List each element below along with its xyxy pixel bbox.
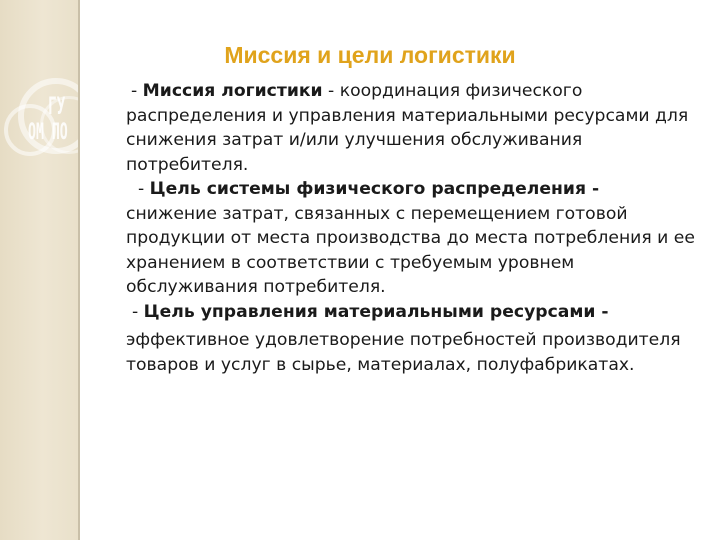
- bullet-prefix: -: [132, 301, 144, 322]
- bullet-term: Цель управления материальными ресурсами -: [143, 301, 609, 322]
- bullet-text: эффективное удовлетворение потребностей производителя товаров и услуг в сырье, материалах, полуфабрикатах.: [126, 330, 681, 375]
- slide-title: Миссия и цели логистики: [224, 42, 516, 68]
- bullet-distribution-goal: [126, 177, 706, 300]
- bullet-dash: -: [322, 81, 340, 101]
- sidebar-divider: [78, 0, 80, 540]
- decorative-sidebar: [0, 0, 78, 540]
- bullet-prefix: -: [131, 81, 143, 101]
- bullet-term: Цель системы физического распределения -: [149, 179, 600, 199]
- bullet-mission: [126, 79, 706, 177]
- bullet-prefix: -: [138, 179, 150, 199]
- bullet-text: координация физического распределения и управления материальными ресурсами для снижения затрат и/или улучшения обслуживания потребителя.: [126, 81, 689, 175]
- bullet-materials-goal: [126, 300, 706, 378]
- bullet-term: Миссия логистики: [142, 81, 323, 101]
- bullet-text: снижение затрат, связанных с перемещением готовой продукции от места производства до места потребления и ее хранением в соответствии с требуемым уровнем обслуживания потребителя.: [126, 203, 695, 297]
- sidebar-watermark-text: ГУ: [48, 92, 66, 120]
- sidebar-watermark-text: ОМ ПО: [28, 120, 68, 145]
- slide-body: [126, 79, 706, 377]
